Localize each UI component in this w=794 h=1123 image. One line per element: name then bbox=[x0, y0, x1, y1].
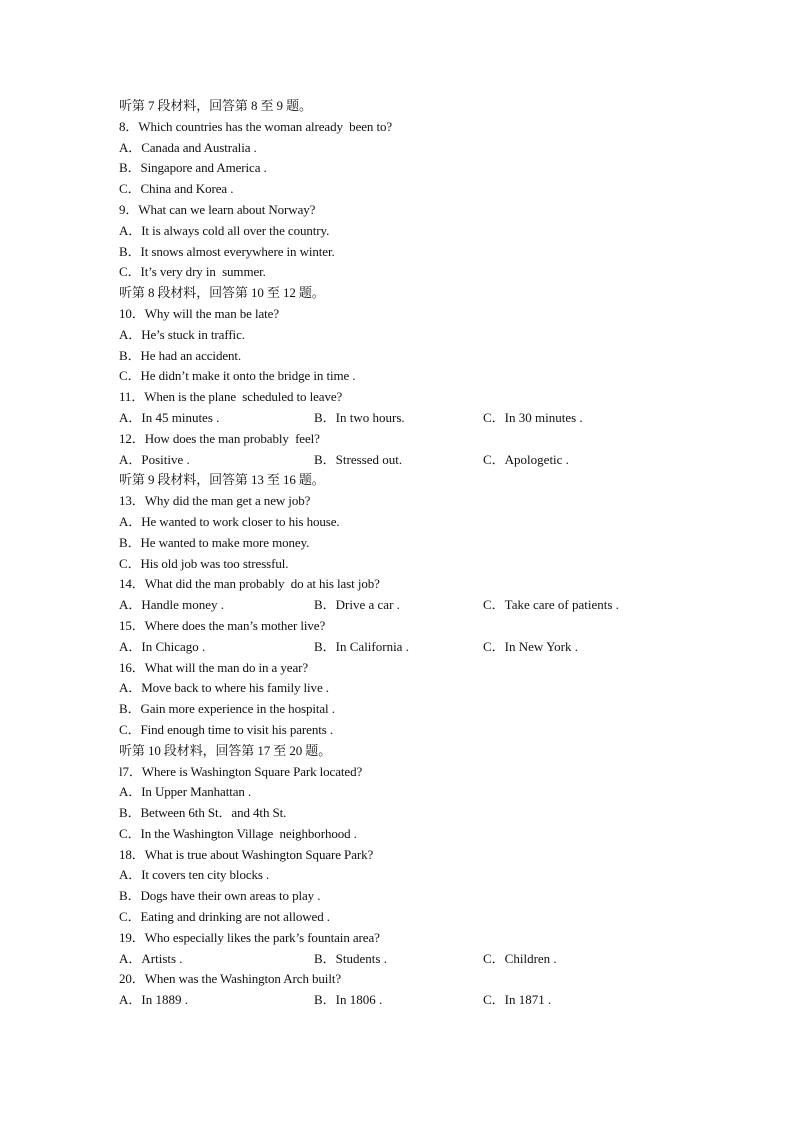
option: C．Take care of patients . bbox=[483, 597, 619, 613]
options-row bbox=[119, 637, 719, 658]
question: 12．How does the man probably feel? bbox=[119, 430, 320, 446]
question: l7．Where is Washington Square Park located? bbox=[119, 763, 363, 779]
option: B．Between 6th St．and 4th St. bbox=[119, 805, 287, 821]
option: C．He didn’t make it onto the bridge in time . bbox=[119, 368, 356, 384]
option: A．In Chicago . bbox=[119, 638, 206, 654]
option: C．China and Korea . bbox=[119, 181, 234, 197]
option: A．It is always cold all over the country. bbox=[119, 222, 330, 238]
question: 20．When was the Washington Arch built? bbox=[119, 971, 342, 987]
section-heading: 听第 9 段材料，回答第 13 至 16 题。 bbox=[119, 472, 325, 488]
option: C．Children . bbox=[483, 950, 557, 966]
document-page bbox=[119, 96, 719, 1011]
option: A．Artists . bbox=[119, 950, 183, 966]
option: B．He had an accident. bbox=[119, 347, 242, 363]
question: 14．What did the man probably do at his last job? bbox=[119, 576, 380, 592]
option: A．Positive . bbox=[119, 451, 190, 467]
option: C．His old job was too stressful. bbox=[119, 555, 289, 571]
option: B．Gain more experience in the hospital . bbox=[119, 701, 335, 717]
option: B．Singapore and America . bbox=[119, 160, 267, 176]
option: C．In 1871 . bbox=[483, 992, 552, 1008]
option: B．It snows almost everywhere in winter. bbox=[119, 243, 335, 259]
option: C．In the Washington Village neighborhood . bbox=[119, 825, 357, 841]
option: B．In two hours. bbox=[314, 409, 405, 425]
question: 11．When is the plane scheduled to leave? bbox=[119, 389, 343, 405]
question: 8．Which countries has the woman already been to? bbox=[119, 118, 393, 134]
section-heading: 听第 7 段材料，回答第 8 至 9 题。 bbox=[119, 98, 312, 113]
question: 10．Why will the man be late? bbox=[119, 305, 280, 321]
option: A．Canada and Australia . bbox=[119, 139, 257, 155]
options-row bbox=[119, 990, 719, 1011]
option: A．He’s stuck in traffic. bbox=[119, 326, 245, 342]
question: 15．Where does the man’s mother live? bbox=[119, 617, 326, 633]
option: C．Apologetic . bbox=[483, 451, 569, 467]
option: B．In California . bbox=[314, 638, 409, 654]
option: C．Eating and drinking are not allowed . bbox=[119, 909, 330, 925]
section-heading: 听第 10 段材料，回答第 17 至 20 题。 bbox=[119, 742, 332, 758]
option: C．In New York . bbox=[483, 638, 578, 654]
option: A．It covers ten city blocks . bbox=[119, 867, 270, 883]
option: C．Find enough time to visit his parents . bbox=[119, 721, 334, 737]
option: B．He wanted to make more money. bbox=[119, 534, 310, 550]
options-row bbox=[119, 408, 719, 429]
section-heading: 听第 8 段材料，回答第 10 至 12 题。 bbox=[119, 285, 325, 301]
option: B．In 1806 . bbox=[314, 992, 383, 1008]
option: A．In Upper Manhattan . bbox=[119, 784, 252, 800]
option: A．He wanted to work closer to his house. bbox=[119, 513, 340, 529]
option: A．Move back to where his family live . bbox=[119, 680, 329, 696]
option: A．In 1889 . bbox=[119, 992, 188, 1008]
option: C．In 30 minutes . bbox=[483, 409, 583, 425]
options-row bbox=[119, 595, 719, 616]
question: 18．What is true about Washington Square Park? bbox=[119, 846, 374, 862]
option: B．Students . bbox=[314, 950, 387, 966]
option: B．Dogs have their own areas to play . bbox=[119, 888, 321, 904]
options-row bbox=[119, 949, 719, 970]
question: 13．Why did the man get a new job? bbox=[119, 493, 311, 509]
option: B．Stressed out. bbox=[314, 451, 403, 467]
option: A．Handle money . bbox=[119, 597, 225, 613]
question: 9．What can we learn about Norway? bbox=[119, 201, 316, 217]
option: B．Drive a car . bbox=[314, 597, 400, 613]
question: 19．Who especially likes the park’s fountain area? bbox=[119, 929, 380, 945]
option: C．It’s very dry in summer. bbox=[119, 264, 266, 280]
options-row bbox=[119, 450, 719, 471]
option: A．In 45 minutes . bbox=[119, 409, 220, 425]
question: 16．What will the man do in a year? bbox=[119, 659, 309, 675]
